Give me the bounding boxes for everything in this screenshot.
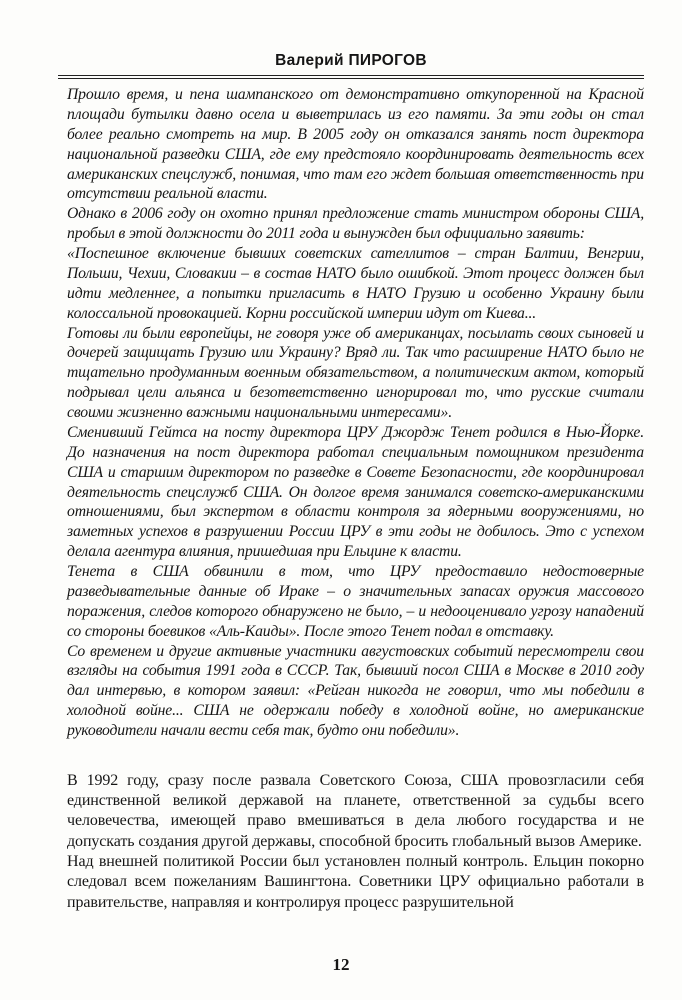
italic-paragraph-4: Готовы ли были европейцы, не говоря уже об американцах, посылать своих сыновей и дочерей защищать Грузию или Украину? Вряд ли. Так что расширение НАТО было не тщательно продуманным военным обязательством, а политическим актом, который подрывал цели альянса и безответственно игнорировал то, что русские считали своими жизненно важными национальными интересами». [67,324,644,421]
italic-paragraph-5: Сменивший Гейтса на посту директора ЦРУ Джордж Тенет родился в Нью-Йорке. До назначения на пост директора работал специальным помощником президента США и старшим директором по разведке в Совете Безопасности, где координировал деятельность спецслужб США. Он долгое время занимался советско-американскими отношениями, был экспертом в области контроля за ядерными вооружениями, но заметных успехов в разрушении России ЦРУ в эти годы не добилось. Это с успехом делала агентура влияния, пришедшая при Ельцине к власти. [67,423,644,561]
page-body [67,85,644,913]
italic-paragraph-3: «Поспешное включение бывших советских сателлитов – стран Балтии, Венгрии, Польши, Чехии, Словакии – в состав НАТО было ошибкой. Этот процесс должен был идти медленнее, а попытки пригласить в НАТО Грузию и особенно Украину были колоссальной провокацией. Корни российской империи идут от Киева... [67,245,644,322]
header-rule [58,75,644,79]
italic-paragraph-1: Прошло время, и пена шампанского от демонстративно откупоренной на Красной площади бутылки давно осела и выветрилась из его памяти. За эти годы он стал более реально смотреть на мир. В 2005 году он отказался занять пост директора национальной разведки США, где ему предстояло координировать деятельность всех американских спецслужб, понимая, что там его ждет большая ответственность при отсутствии реальной власти. [67,86,644,203]
body-paragraph-2: Над внешней политикой России был установлен полный контроль. Ельцин покорно следовал всем пожеланиям Вашингтона. Советники ЦРУ официально работали в правительстве, направляя и контролируя процесс разрушительной [67,853,644,911]
italic-paragraph-2: Однако в 2006 году он охотно принял предложение стать министром обороны США, пробыл в этой должности до 2011 года и вынужден был официально заявить: [67,205,644,243]
running-header: Валерий ПИРОГОВ [275,52,427,69]
italic-paragraph-7: Со временем и другие активные участники августовских событий пересмотрели свои взгляды на события 1991 года в СССР. Так, бывший посол США в Москве в 2010 году дал интервью, в котором заявил: «Рейган никогда не говорил, что мы победили в холодной войне... США не одержали победу в холодной войне, но американские руководители начали вести себя так, будто они победили». [67,642,644,739]
body-paragraph-1: В 1992 году, сразу после развала Советского Союза, США провозгласили себя единственной великой державой на планете, ответственной за судьбы всего человечества, имеющей право вмешиваться в дела любого государства и не допускать создания другой державы, способной бросить глобальный вызов Америке. [67,771,644,850]
page-number: 12 [332,955,350,974]
section-gap [67,741,644,771]
italic-paragraph-6: Тенета в США обвинили в том, что ЦРУ предоставило недостоверные разведывательные данные об Ираке – о значительных запасах оружия массового поражения, следов которого обнаружено не было, – и недооценивало угрозу нападений со стороны боевиков «Аль-Каиды». После этого Тенет подал в отставку. [67,563,644,640]
